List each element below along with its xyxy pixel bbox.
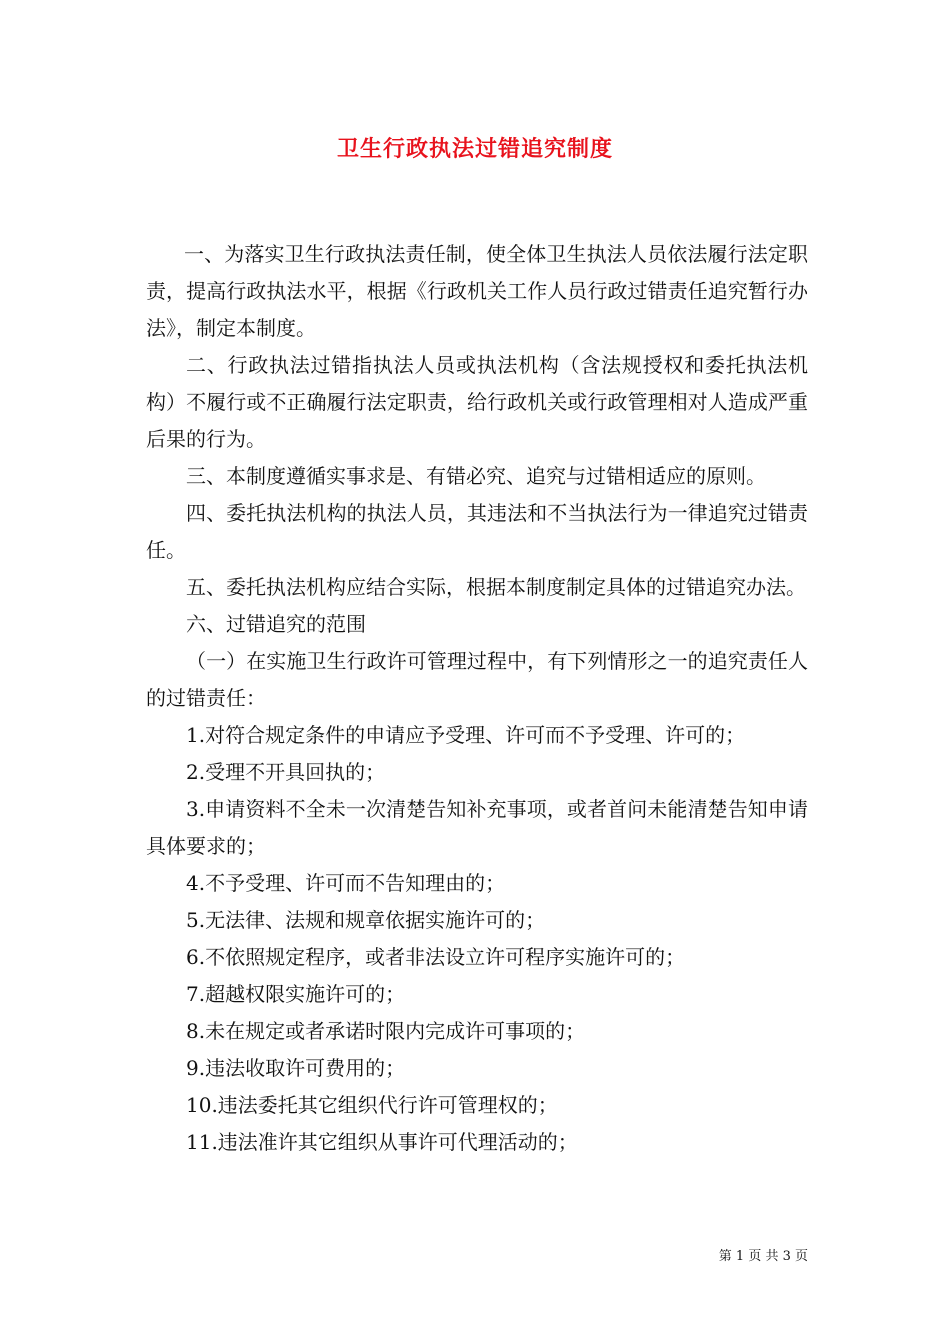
page-number-footer: 第 1 页 共 3 页	[718, 1249, 808, 1264]
list-item: 2.受理不开具回执的；	[186, 760, 386, 784]
paragraph-5: 五、委托执法机构应结合实际，根据本制度制定具体的过错追究办法。	[186, 575, 806, 599]
subsection-heading-licensing: （一）在实施卫生行政许可管理过程中，有下列情形之一的追究责任人的过错责任：	[146, 649, 808, 710]
list-item: 3.申请资料不全未一次清楚告知补充事项，或者首问未能清楚告知申请具体要求的；	[146, 797, 808, 858]
list-item: 7.超越权限实施许可的；	[186, 982, 406, 1006]
section-heading-scope: 六、过错追究的范围	[186, 612, 366, 636]
paragraph-2: 二、行政执法过错指执法人员或执法机构（含法规授权和委托执法机构）不履行或不正确履行法定职责，给行政机关或行政管理相对人造成严重后果的行为。	[146, 353, 808, 451]
list-item: 8.未在规定或者承诺时限内完成许可事项的；	[186, 1019, 586, 1043]
document-body	[146, 236, 808, 1161]
list-item: 11.违法准许其它组织从事许可代理活动的；	[186, 1130, 578, 1154]
list-item: 1.对符合规定条件的申请应予受理、许可而不予受理、许可的；	[186, 723, 746, 747]
document-title: 卫生行政执法过错追究制度	[336, 136, 613, 162]
paragraph-1: 一、为落实卫生行政执法责任制，使全体卫生执法人员依法履行法定职责，提高行政执法水平，根据《行政机关工作人员行政过错责任追究暂行办法》，制定本制度。	[146, 242, 808, 340]
list-item: 4.不予受理、许可而不告知理由的；	[186, 871, 506, 895]
paragraph-3: 三、本制度遵循实事求是、有错必究、追究与过错相适应的原则。	[186, 464, 766, 488]
list-item: 6.不依照规定程序，或者非法设立许可程序实施许可的；	[186, 945, 686, 969]
list-item: 9.违法收取许可费用的；	[186, 1056, 406, 1080]
list-item: 10.违法委托其它组织代行许可管理权的；	[186, 1093, 558, 1117]
list-item: 5.无法律、法规和规章依据实施许可的；	[186, 908, 546, 932]
paragraph-4: 四、委托执法机构的执法人员，其违法和不当执法行为一律追究过错责任。	[146, 501, 808, 562]
